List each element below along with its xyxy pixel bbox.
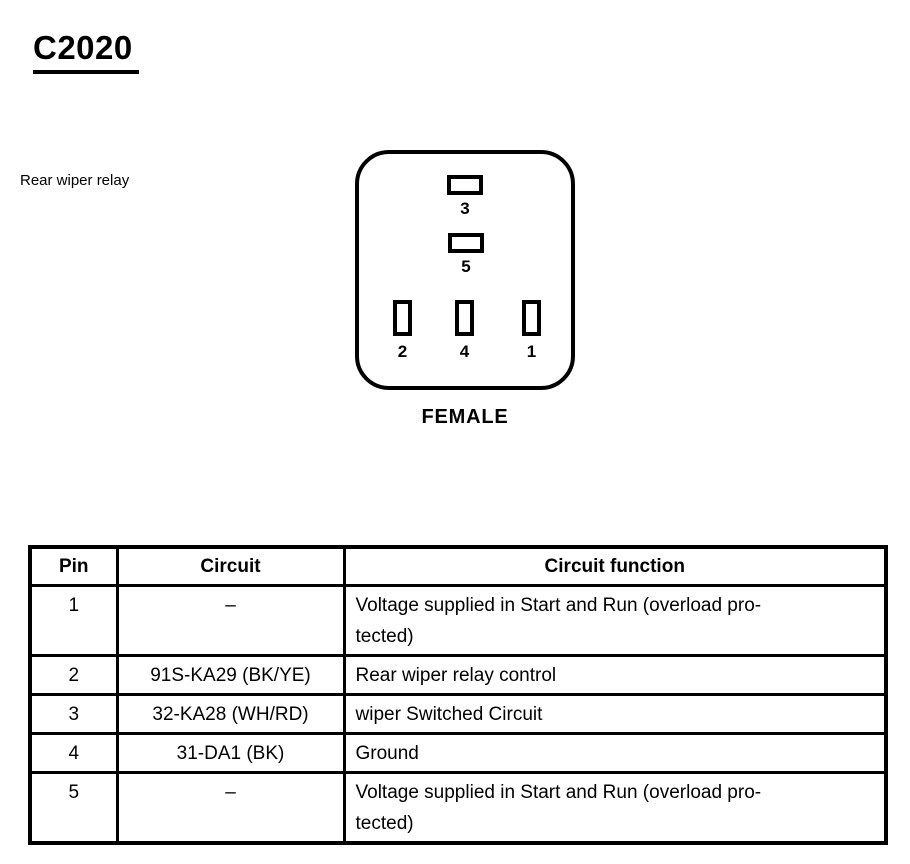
circuit-cell: – [117, 772, 344, 843]
pin-slot-5-icon [448, 233, 484, 253]
function-line: tected) [355, 812, 414, 834]
function-line: Voltage supplied in Start and Run (overload pro- [355, 594, 762, 616]
pin-slot-3-icon [447, 175, 483, 195]
pin-slot-4-icon [455, 300, 474, 336]
function-line: Rear wiper relay control [355, 664, 557, 686]
pin-label-2: 2 [397, 342, 408, 361]
function-cell [344, 733, 886, 772]
column-header-circuit-function: Circuit function [344, 547, 886, 585]
pin-label-5: 5 [461, 257, 471, 276]
pin-cell: 1 [30, 585, 117, 655]
circuit-cell: 31-DA1 (BK) [117, 733, 344, 772]
function-line: wiper Switched Circuit [355, 703, 543, 725]
pinout-table [28, 545, 888, 845]
column-header-circuit: Circuit [117, 547, 344, 585]
circuit-cell: – [117, 585, 344, 655]
page-title: C2020 [33, 30, 139, 74]
table-row [30, 772, 886, 843]
connector-diagram [355, 150, 575, 390]
connector-gender-label: FEMALE [421, 406, 509, 428]
function-line: tected) [355, 625, 414, 647]
function-cell [344, 772, 886, 843]
function-cell [344, 694, 886, 733]
column-header-pin: Pin [30, 547, 117, 585]
connector-caption: Rear wiper relay [20, 172, 130, 189]
pin-slot-2-icon [393, 300, 412, 336]
table-row [30, 733, 886, 772]
pin-label-1: 1 [526, 342, 537, 361]
function-cell [344, 585, 886, 655]
pin-label-4: 4 [459, 342, 470, 361]
function-line: Ground [355, 742, 419, 764]
table-header-row [30, 547, 886, 585]
table-row [30, 655, 886, 694]
pin-slot-1-icon [522, 300, 541, 336]
pin-cell: 4 [30, 733, 117, 772]
table-row [30, 694, 886, 733]
pin-cell: 3 [30, 694, 117, 733]
table-row [30, 585, 886, 655]
circuit-cell: 32-KA28 (WH/RD) [117, 694, 344, 733]
function-cell [344, 655, 886, 694]
circuit-cell: 91S-KA29 (BK/YE) [117, 655, 344, 694]
pin-label-3: 3 [460, 199, 470, 218]
function-line: Voltage supplied in Start and Run (overload pro- [355, 781, 762, 803]
pin-cell: 2 [30, 655, 117, 694]
pin-cell: 5 [30, 772, 117, 843]
